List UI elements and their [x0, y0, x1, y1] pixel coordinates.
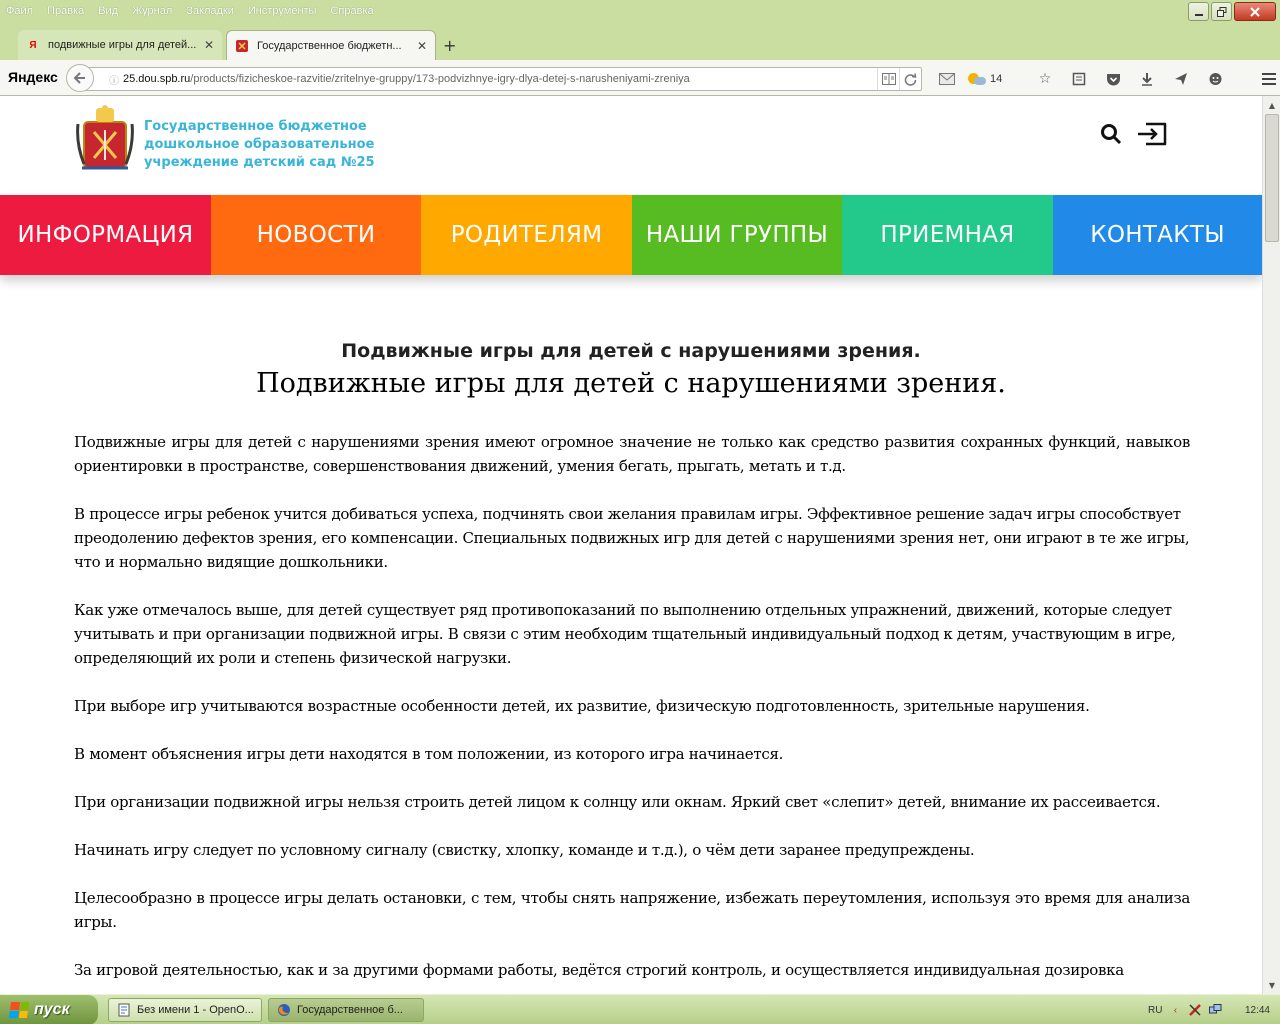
- url-text[interactable]: [123, 73, 877, 85]
- document-icon: [117, 1003, 131, 1017]
- restore-icon: [1217, 7, 1227, 17]
- clock[interactable]: 12:44: [1244, 1004, 1270, 1016]
- minimize-icon: [1194, 7, 1204, 17]
- nav-information[interactable]: ИНФОРМАЦИЯ: [0, 195, 211, 275]
- close-tab-icon[interactable]: ✕: [203, 38, 214, 52]
- bookmarks-list-icon[interactable]: [1062, 68, 1096, 90]
- pocket-icon[interactable]: [1096, 68, 1130, 90]
- tab-title: Государственное бюджетн...: [257, 39, 402, 52]
- paragraph: При организации подвижной игры нельзя строить детей лицом к солнцу или окнам. Яркий свет «слепит» детей, внимание их рассеивается.: [74, 793, 1161, 811]
- web-page: [0, 96, 1262, 994]
- article-heading: Подвижные игры для детей с нарушениями зрения.: [341, 340, 921, 362]
- org-name[interactable]: Государственное бюджетное дошкольное образовательное учреждение детский сад №25: [144, 119, 375, 170]
- tab-title: подвижные игры для детей...: [48, 39, 197, 51]
- paragraph: Подвижные игры для детей с нарушениями зрения имеют огромное значение не только как средство развития сохранных функций, навыков ориентировки в пространстве, совершенствования движений, умения бегать, прыгать, метать и т.д.: [74, 433, 1190, 475]
- weather-icon: [968, 73, 986, 85]
- network-icon[interactable]: [1208, 1003, 1222, 1017]
- task-title: Государственное б...: [297, 1004, 403, 1016]
- firefox-icon: [277, 1003, 291, 1017]
- weather-widget[interactable]: [964, 73, 1028, 85]
- scroll-down-icon[interactable]: ▼: [1268, 980, 1276, 990]
- address-bar[interactable]: [80, 67, 922, 91]
- menu-bookmarks[interactable]: Закладки: [186, 5, 234, 17]
- windows-flag-icon: [9, 1002, 29, 1018]
- start-label: пуск: [34, 1001, 70, 1018]
- taskbar-item-openoffice[interactable]: [108, 998, 262, 1022]
- menu-tools[interactable]: Инструменты: [247, 5, 317, 17]
- nav-reception[interactable]: ПРИЕМНАЯ: [842, 195, 1053, 275]
- system-tray: [1140, 995, 1280, 1024]
- tab-current-page[interactable]: [226, 30, 436, 60]
- menu-history[interactable]: Журнал: [132, 5, 173, 17]
- menu-bar: [0, 0, 1280, 22]
- vertical-scrollbar[interactable]: [1262, 96, 1280, 994]
- menu-file[interactable]: Файл: [6, 5, 34, 17]
- tab-bar: [0, 28, 1280, 60]
- paragraph: В момент объяснения игры дети находятся в том положении, из которого игра начинается.: [74, 745, 784, 763]
- tab-search-results[interactable]: [18, 30, 222, 60]
- close-tab-icon[interactable]: ✕: [416, 38, 427, 53]
- tray-expand-icon[interactable]: ‹: [1173, 1004, 1178, 1016]
- reader-view-icon[interactable]: [877, 68, 899, 90]
- back-button[interactable]: [66, 64, 94, 92]
- start-button[interactable]: [0, 995, 98, 1024]
- menu-view[interactable]: Вид: [98, 5, 119, 17]
- nav-our-groups[interactable]: НАШИ ГРУППЫ: [632, 195, 842, 275]
- main-navigation: [0, 195, 1262, 275]
- url-path: /products/fizicheskoe-razvitie/zritelnye-gruppy/173-podvizhnye-igry-dlya-detej-s-narusheniyami-zreniya: [190, 73, 690, 85]
- yandex-brand[interactable]: Яндекс: [8, 69, 58, 85]
- chat-icon[interactable]: [1198, 68, 1232, 90]
- header-actions: [1100, 120, 1168, 151]
- paragraph: За игровой деятельностью, как и за другими формами работы, ведётся строгий контроль, и осуществляется индивидуальная дозировка: [74, 961, 1124, 979]
- mail-icon[interactable]: [930, 68, 964, 90]
- reload-icon[interactable]: [899, 68, 921, 90]
- paragraph: В процессе игры ребенок учится добиваться успеха, подчинять свои желания правилам игры. Эффективное решение задач игры способствует преодолению дефектов зрения, его компенсации. Специальных подвижных игр для детей с нарушениями зрения нет, они играют в те же игры, что и нормально видящие дошкольники.: [74, 505, 1190, 571]
- back-icon: [73, 71, 87, 85]
- nav-news[interactable]: НОВОСТИ: [211, 195, 421, 275]
- url-host: 25.dou.spb.ru: [123, 73, 191, 85]
- site-info-icon[interactable]: ⓘ: [109, 75, 119, 87]
- coat-of-arms-logo[interactable]: [76, 104, 134, 172]
- scroll-up-icon[interactable]: ▲: [1268, 100, 1276, 110]
- nav-parents[interactable]: РОДИТЕЛЯМ: [421, 195, 632, 275]
- nav-contacts[interactable]: КОНТАКТЫ: [1053, 195, 1262, 275]
- paragraph: Как уже отмечалось выше, для детей существует ряд противопоказаний по выполнению отдельных упражнений, движений, которые следует учитывать и при организации подвижной игры. В связи с этим необходим тщательный индивидуальный подход к детям, участвующим в игре, определяющий их роли и степень физической нагрузки.: [74, 601, 1176, 667]
- close-icon: [1250, 7, 1260, 17]
- article-body: [74, 430, 1190, 994]
- antivirus-icon[interactable]: [1188, 1003, 1202, 1017]
- weather-temp: 14: [990, 73, 1003, 85]
- close-window-button[interactable]: [1234, 2, 1276, 21]
- article-subheading: Подвижные игры для детей с нарушениями зрения.: [256, 368, 1006, 399]
- new-tab-icon[interactable]: +: [443, 36, 457, 55]
- yandex-favicon: Я: [29, 39, 37, 51]
- minimize-button[interactable]: [1188, 2, 1209, 21]
- site-favicon: [235, 39, 249, 53]
- restore-button[interactable]: [1211, 2, 1232, 21]
- language-indicator[interactable]: RU: [1148, 1004, 1163, 1016]
- paragraph: Целесообразно в процессе игры делать остановки, с тем, чтобы снять напряжение, избежать переутомления, используя это время для анализа игры.: [74, 889, 1190, 931]
- search-icon[interactable]: [1100, 123, 1122, 148]
- hamburger-menu-icon[interactable]: [1252, 68, 1280, 90]
- toolbar-icons: [930, 68, 1280, 90]
- taskbar-item-browser[interactable]: [268, 998, 424, 1022]
- task-title: Без имени 1 - OpenO...: [137, 1004, 254, 1016]
- downloads-icon[interactable]: [1130, 68, 1164, 90]
- menu-edit[interactable]: Правка: [47, 5, 85, 17]
- window-controls: [1188, 2, 1276, 21]
- paragraph: Начинать игру следует по условному сигналу (свистку, хлопку, команде и т.д.), о чём дети заранее предупреждены.: [74, 841, 975, 859]
- taskbar: [0, 994, 1280, 1024]
- scrollbar-thumb[interactable]: [1265, 114, 1279, 242]
- menu-help[interactable]: Справка: [330, 5, 374, 17]
- paragraph: При выборе игр учитываются возрастные особенности детей, их развитие, физическую подготовленность, зрительные нарушения.: [74, 697, 1090, 715]
- send-icon[interactable]: [1164, 68, 1198, 90]
- navigation-toolbar: [0, 60, 1280, 96]
- bookmark-star-icon[interactable]: ☆: [1038, 71, 1052, 87]
- login-icon[interactable]: [1136, 120, 1168, 151]
- browser-chrome: [0, 0, 1280, 96]
